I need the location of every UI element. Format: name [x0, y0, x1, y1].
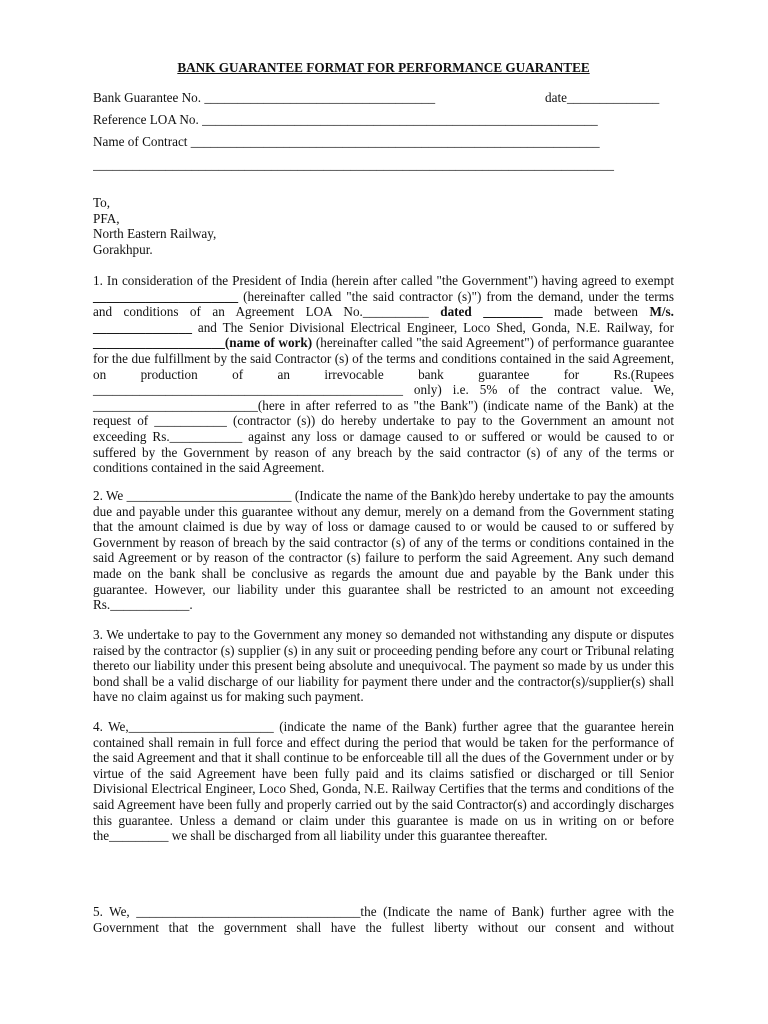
recipient-address [93, 195, 216, 257]
reference-loa-line: Reference LOA No. ____________________________________________________________ [93, 112, 598, 127]
address-railway: North Eastern Railway, [93, 226, 217, 242]
p2-text: 2. We _________________________ (Indicate the name of the Bank)do hereby undertake to pay the amounts due and payable under this guarantee without any demur, merely on a demand from the Government stating that the amount claimed is due by way of loss or damage caused to or would be caused to or suffered by Government by reason of breach by the said contractor (s) of any of the terms or conditions contained in the said Agreement or by reason of the contractor (s) failure to perform the said Agreement. Any such demand made on the bank shall be conclusive as regards the amount due and payable by the Bank under this guarantee. However, our liability under this guarantee shall be restricted to an amount not exceeding Rs.____________. [93, 488, 674, 613]
p1-text-a: 1. In consideration of the President of India (herein after called "the Government") having agreed to exempt [93, 273, 674, 288]
p1-blank-contractor: ______________________ [93, 288, 239, 304]
p3-text: 3. We undertake to pay to the Government any money so demanded not withstanding any dispute or disputes raised by the contractor (s) supplier (s) in any suit or proceeding pending before any court or Tribunal relating thereto our liability under this present being absolute and unequivocal. The payment so made by us under this bond shall be a valid discharge of our liability for payment there under and the contractor(s)/supplier(s) shall have no claim against us for making such payment. [93, 627, 674, 705]
p1-text-g: and The Senior Divisional Electrical Engineer, Loco Shed, Gonda, N.E. Railway, for [191, 319, 674, 335]
address-to: To, [93, 195, 111, 210]
paragraph-4 [93, 719, 674, 844]
bank-guarantee-no-line: Bank Guarantee No. ___________________________________ [93, 90, 436, 105]
date-line: date______________ [545, 90, 660, 105]
paragraph-5 [93, 904, 674, 935]
p4-text: 4. We,______________________ (indicate the name of the Bank) further agree that the guarantee herein contained shall remain in full force and effect during the period that would be taken for the performance of the said Agreement and that it shall continue to be enforceable till all the dues of the Government under or by virtue of the said Agreement have been fully paid and its claims satisfied or discharged or till Senior Divisional Electrical Engineer, Loco Shed, Gonda, N.E. Railway Certifies that the terms and conditions of the said Agreement have been fully and properly carried out by the said Contractor(s) and accordingly discharges this guarantee. Unless a demand or claim under this guarantee is made on us in writing on or before the_________ we shall be discharged from all liability under this guarantee thereafter. [93, 719, 674, 844]
paragraph-3 [93, 627, 674, 705]
p1-ms: M/s. _______________ [93, 304, 674, 335]
document-title: BANK GUARANTEE FORMAT FOR PERFORMANCE GUARANTEE [177, 60, 590, 75]
p5-text: 5. We, __________________________________the (Indicate the name of Bank) further agree with the Government that the government shall have the fullest liberty without our consent and without [93, 904, 674, 935]
blank-rule-line: _______________________________________________________________________________ [93, 157, 614, 172]
p1-name-of-work: ____________________(name of work) [93, 335, 313, 351]
p1-text-c: (hereinafter called "the said contractor (s)") from the demand, under the terms and conditions of an Agreement LOA No.__________ [93, 288, 674, 320]
address-pfa: PFA, [93, 210, 120, 226]
address-city: Gorakhpur. [93, 241, 153, 257]
name-of-contract-line: Name of Contract ______________________________________________________________ [93, 134, 600, 149]
p1-text-e: made between [542, 304, 650, 320]
paragraph-1 [93, 273, 674, 476]
p1-text-i: (hereinafter called "the said Agreement") of performance guarantee for the due fulfillment by the said Contractor (s) of the terms and conditions contained in the said Agreement, on production of an irrevocable bank guarantee for Rs.(Rupees _______________________________________________ only) i.e. 5% of the contract value. We, _________________________(here in after referred to as "the Bank") (indicate name of the Bank) at the request of ___________ (contractor (s)) do hereby undertake to pay to the Government an amount not exceeding Rs.___________ against any loss or damage caused to or suffered or would be caused to or suffered by the Government by reason of any breach by the said contractor (s) of any of the terms or conditions contained in the said Agreement. [93, 335, 674, 476]
paragraph-2 [93, 488, 674, 613]
p1-dated: dated _________ [440, 304, 543, 320]
